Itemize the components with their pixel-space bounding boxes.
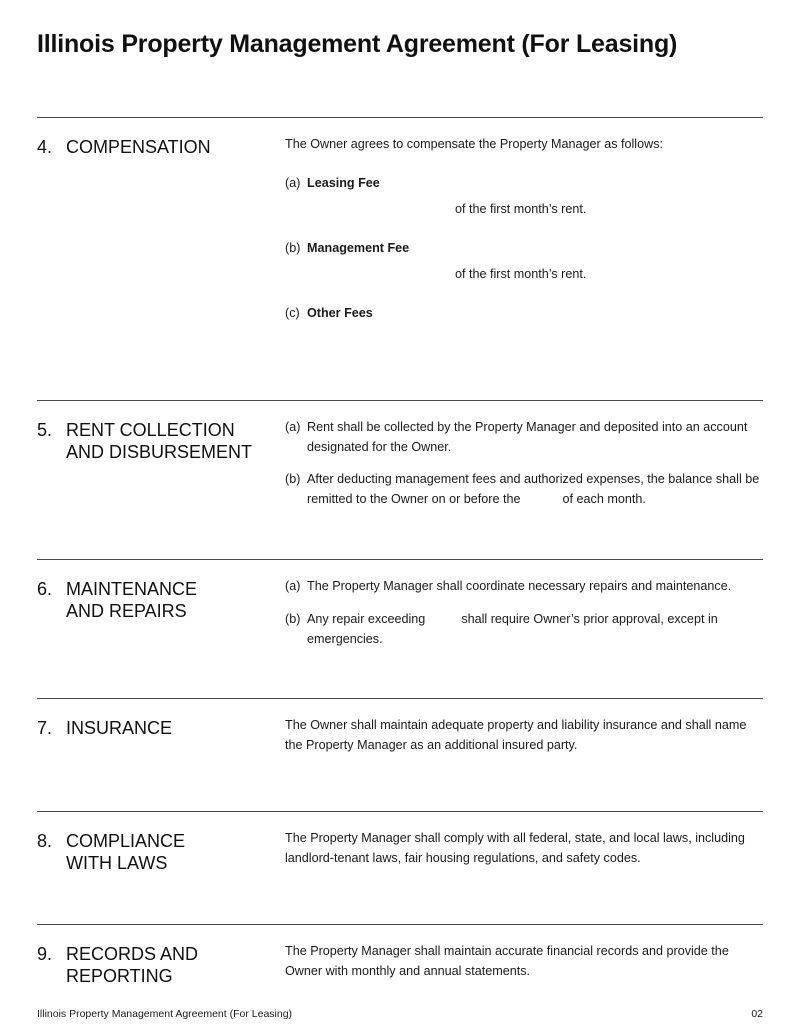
section-number: 5. [37,420,53,440]
compensation-intro: The Owner agrees to compensate the Property Manager as follows: [285,137,664,151]
section-number: 8. [37,831,53,851]
item-label: (c) [285,306,300,320]
section-title-insurance: INSURANCE [66,718,173,738]
item-text-part: shall require Owner’s prior approval, except in emergencies. [307,612,718,646]
maintenance-item-a [285,577,763,597]
section-number: 9. [37,944,53,964]
compensation-item-leasing-fee [285,174,763,194]
section-number: 4. [37,137,53,157]
title-line: RENT COLLECTION [66,420,235,440]
compliance-text: The Property Manager shall comply with all federal, state, and local laws, including landlord-tenant laws, fair housing regulations, and safety codes. [285,831,745,865]
section-title-compliance [66,830,185,874]
section-number: 6. [37,579,53,599]
item-label: (b) [285,612,301,626]
section-divider [37,924,763,925]
item-text: Management Fee [307,241,410,255]
maintenance-item-b [285,610,763,649]
section-divider [37,400,763,401]
rent-item-a [285,418,763,457]
section-title-compensation: COMPENSATION [66,137,211,157]
page-title: Illinois Property Management Agreement (For Leasing) [37,30,678,58]
page-number: 02 [751,1008,763,1020]
section-title-maintenance [66,578,197,622]
title-line: REPORTING [66,966,173,986]
title-line: WITH LAWS [66,853,168,873]
insurance-text: The Owner shall maintain adequate property and liability insurance and shall name the Property Manager as an additional insured party. [285,718,747,752]
rent-item-b [285,470,763,509]
section-title-rent-collection [66,419,252,463]
item-text-part: of each month. [562,491,646,506]
item-text: Leasing Fee [307,176,380,190]
title-line: AND REPAIRS [66,601,187,621]
title-line: COMPLIANCE [66,831,186,851]
item-text: Rent shall be collected by the Property Manager and deposited into an account designated for the Owner. [307,420,748,454]
title-line: MAINTENANCE [66,579,198,599]
leasing-fee-detail: of the first month’s rent. [455,202,587,216]
item-label: (b) [285,472,301,486]
item-text: Other Fees [307,306,373,320]
footer-text: Illinois Property Management Agreement (For Leasing) [37,1008,293,1020]
title-line: RECORDS AND [66,944,199,964]
section-divider [37,559,763,560]
item-label: (a) [285,420,301,434]
item-label: (b) [285,241,301,255]
section-divider [37,811,763,812]
item-text-part: Any repair exceeding [307,612,426,626]
records-text: The Property Manager shall maintain accurate financial records and provide the Owner with monthly and annual statements. [285,944,729,978]
item-label: (a) [285,579,301,593]
title-line: AND DISBURSEMENT [66,442,253,462]
item-label: (a) [285,176,301,190]
compensation-item-other-fees [285,304,763,324]
management-fee-detail: of the first month’s rent. [455,267,587,281]
item-text-part: After deducting management fees and authorized expenses, the balance shall be remitted to the Owner on or before the [307,472,760,506]
item-text [307,610,763,649]
section-divider [37,698,763,699]
compensation-item-management-fee [285,239,763,259]
item-text: The Property Manager shall coordinate necessary repairs and maintenance. [307,579,732,593]
section-title-records [66,943,198,987]
section-divider [37,117,763,118]
item-text [307,470,763,509]
section-number: 7. [37,718,53,738]
